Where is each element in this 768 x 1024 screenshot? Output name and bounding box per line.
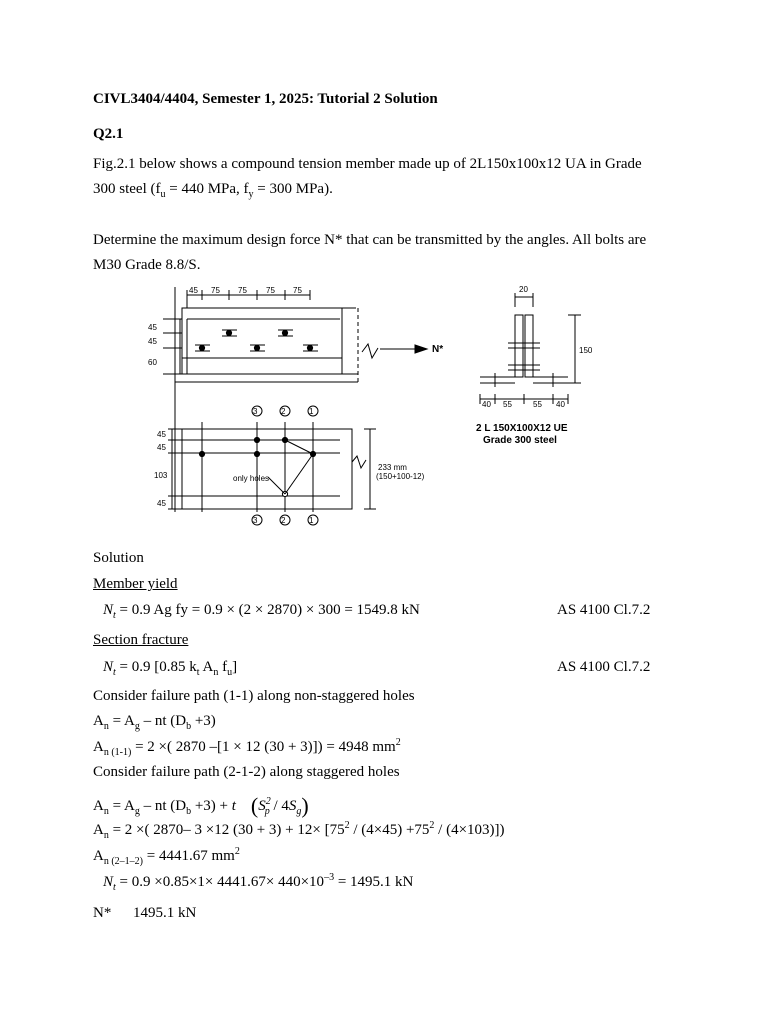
svg-text:150: 150 bbox=[579, 346, 593, 355]
svg-text:40: 40 bbox=[482, 400, 491, 409]
connection-figure bbox=[140, 282, 460, 537]
svg-text:2 L 150X100X12 UE: 2 L 150X100X12 UE bbox=[476, 423, 568, 434]
an11-equation: $A_{n (1-1)} = 2$ ×( 2870 –[1 × 12 (30 + 3)]) = 4948 $mm^2$ bbox=[93, 737, 401, 758]
svg-text:45: 45 bbox=[148, 337, 157, 346]
svg-text:Grade 300 steel: Grade 300 steel bbox=[483, 435, 557, 446]
svg-text:2: 2 bbox=[281, 407, 286, 416]
nt-final-equation: $N_t = 0.9 \times 0.85\times 1\times 4441.67\times 440\times 10^{-3} = 1495.1$ kN bbox=[103, 872, 414, 893]
dim-75-a: 75 bbox=[211, 286, 220, 295]
dim-75-b: 75 bbox=[238, 286, 247, 295]
an212-equation: $A_{n (2-1-2)} = 4441.67$ $mm^2$ bbox=[93, 846, 240, 867]
svg-text:40: 40 bbox=[556, 400, 565, 409]
path1-text: Consider failure path (1-1) along non-staggered holes bbox=[93, 688, 415, 704]
intro-line-1: Fig.2.1 below shows a compound tension member made up of 2L150x100x12 UA in Grade bbox=[93, 156, 642, 172]
document-title: CIVL3404/4404, Semester 1, 2025: Tutorial 2 Solution bbox=[93, 91, 438, 107]
svg-text:(150+100-12): (150+100-12) bbox=[376, 472, 425, 481]
svg-text:3: 3 bbox=[253, 407, 258, 416]
svg-text:233 mm: 233 mm bbox=[378, 463, 407, 472]
section-fracture-heading: Section fracture bbox=[93, 632, 189, 648]
load-label: N* bbox=[432, 344, 444, 355]
ref-yield: AS 4100 Cl.7.2 bbox=[557, 602, 651, 618]
task-line-2: M30 Grade 8.8/S. bbox=[93, 257, 201, 273]
section-figure bbox=[475, 285, 615, 450]
yield-equation: $N_t = 0.9$ Ag fy = 0.9 × (2 × 2870) × 300 = 1549.8 kN bbox=[103, 602, 420, 621]
ref-fracture: AS 4100 Cl.7.2 bbox=[557, 659, 651, 675]
svg-text:45: 45 bbox=[157, 430, 166, 439]
svg-text:45: 45 bbox=[157, 499, 166, 508]
svg-text:1: 1 bbox=[309, 516, 314, 525]
member-yield-heading: Member yield bbox=[93, 576, 178, 592]
intro-line-2: 300 steel ($f_u = 440$ MPa, $f_y = 300$ MPa). bbox=[93, 181, 333, 200]
svg-text:60: 60 bbox=[148, 358, 157, 367]
hole-note: only holes bbox=[233, 474, 270, 483]
svg-text:103: 103 bbox=[154, 471, 168, 480]
svg-text:20: 20 bbox=[519, 285, 528, 294]
svg-text:55: 55 bbox=[503, 400, 512, 409]
svg-text:55: 55 bbox=[533, 400, 542, 409]
solution-heading: Solution bbox=[93, 550, 144, 566]
svg-text:1: 1 bbox=[309, 407, 314, 416]
an-stagger-calc: $A_n = 2$ ×( 2870– 3 ×12 $(30 + 3) + 12\times [75^2 / (4\times 45) +75^2 / (4\times 103)]$) bbox=[93, 820, 505, 841]
task-line-1: Determine the maximum design force N* that can be transmitted by the angles. All bolts are bbox=[93, 232, 647, 248]
svg-text:45: 45 bbox=[148, 323, 157, 332]
dim-75-c: 75 bbox=[266, 286, 275, 295]
an-definition-2: $A_n = A_g$ – nt $(D_b +3) + t$ $(S^2_p / 4S_g)$ bbox=[93, 793, 309, 818]
fracture-equation: $N_t = 0.9$ [0.85 $k_t$ $A_n$ $f_u$] bbox=[103, 659, 238, 678]
svg-text:3: 3 bbox=[253, 516, 258, 525]
nstar-label: N* bbox=[93, 905, 112, 921]
dim-75-d: 75 bbox=[293, 286, 302, 295]
path2-text: Consider failure path (2-1-2) along staggered holes bbox=[93, 764, 400, 780]
an-definition-1: $A_n = A_g$ – nt $(D_b +3)$ bbox=[93, 713, 216, 732]
nstar-value: 1495.1 kN bbox=[133, 905, 197, 921]
svg-text:45: 45 bbox=[157, 443, 166, 452]
svg-text:2: 2 bbox=[281, 516, 286, 525]
dim-45-top: 45 bbox=[189, 286, 198, 295]
question-number: Q2.1 bbox=[93, 126, 124, 142]
